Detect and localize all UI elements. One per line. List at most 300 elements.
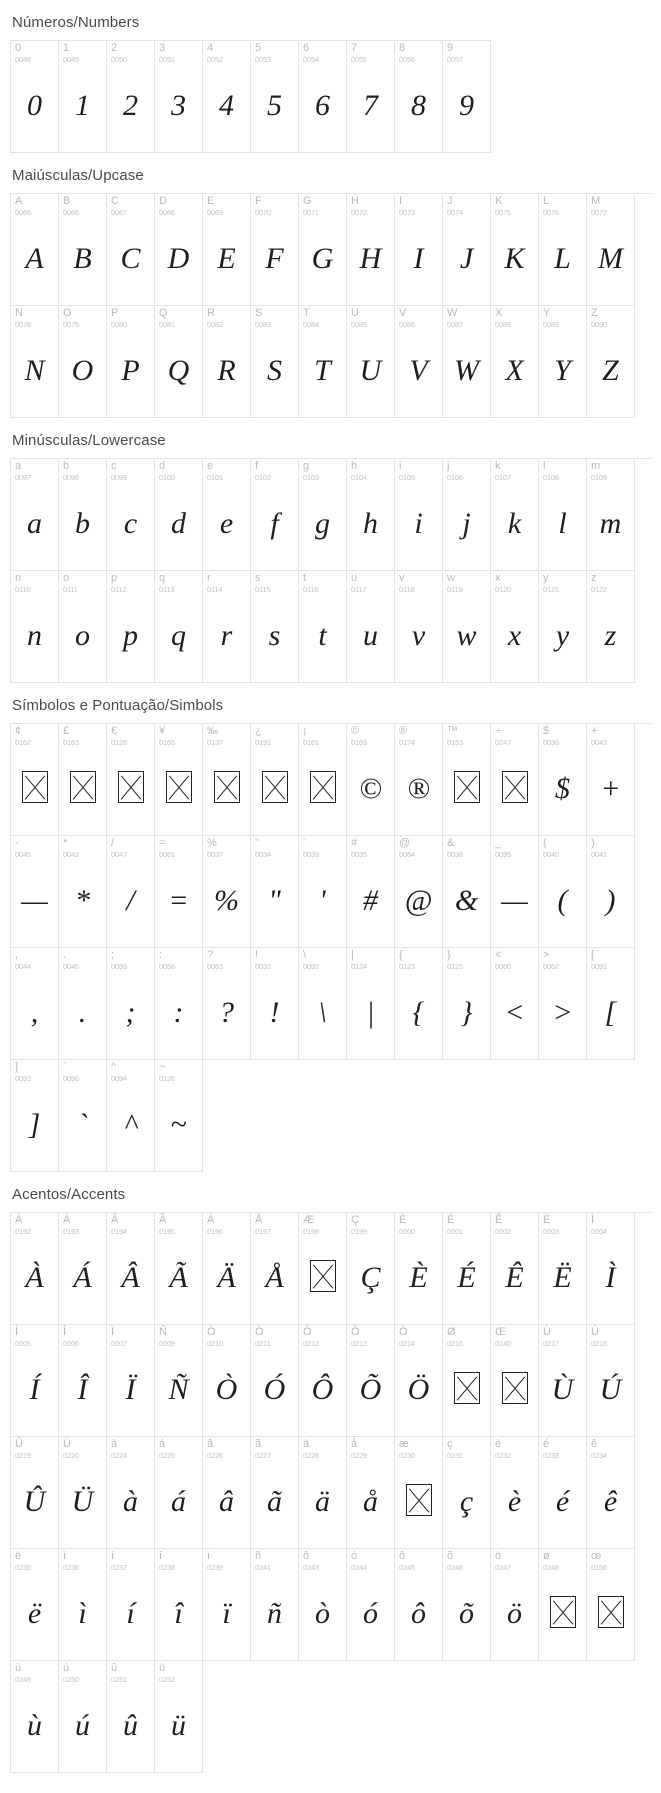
glyph-char-label: -	[15, 837, 19, 849]
glyph-cell[interactable]	[203, 41, 251, 153]
glyph-preview: Ç	[360, 1261, 381, 1294]
glyph-cell[interactable]	[107, 836, 155, 948]
glyph-cell-header	[107, 459, 154, 486]
glyph-cell[interactable]	[491, 459, 539, 571]
glyph-grid	[10, 193, 651, 418]
glyph-cell[interactable]	[395, 571, 443, 683]
glyph-cell[interactable]	[491, 571, 539, 683]
glyph-cell[interactable]	[587, 724, 635, 836]
glyph-cell[interactable]	[251, 459, 299, 571]
glyph-cell-header	[395, 571, 442, 598]
glyph-cell-header	[299, 724, 346, 751]
glyph-cell[interactable]	[491, 1213, 539, 1325]
glyph-cell[interactable]	[443, 1549, 491, 1661]
glyph-cell[interactable]	[347, 836, 395, 948]
glyph-cell[interactable]	[11, 1213, 59, 1325]
glyph-cell[interactable]	[299, 459, 347, 571]
glyph-preview: ^	[124, 1108, 137, 1141]
glyph-cell[interactable]	[59, 1549, 107, 1661]
glyph-code-label: 0047	[111, 850, 127, 859]
glyph-cell[interactable]	[203, 836, 251, 948]
glyph-cell[interactable]	[299, 1325, 347, 1437]
glyph-cell[interactable]	[251, 306, 299, 418]
glyph-code-label: 0233	[543, 1451, 559, 1460]
glyph-preview	[251, 751, 298, 835]
glyph-cell-header	[443, 836, 490, 863]
glyph-cell[interactable]	[203, 948, 251, 1060]
glyph-cell[interactable]	[107, 724, 155, 836]
glyph-preview: ç	[459, 1485, 474, 1518]
glyph-cell[interactable]	[251, 1437, 299, 1549]
glyph-cell[interactable]	[107, 1549, 155, 1661]
glyph-cell[interactable]	[539, 1549, 587, 1661]
glyph-cell[interactable]	[107, 1437, 155, 1549]
glyph-cell-header	[155, 306, 202, 333]
glyph-char-label: C	[111, 195, 119, 207]
glyph-cell[interactable]	[347, 1213, 395, 1325]
glyph-cell[interactable]	[299, 571, 347, 683]
glyph-cell[interactable]	[299, 948, 347, 1060]
glyph-cell[interactable]	[491, 1549, 539, 1661]
glyph-cell[interactable]	[443, 1325, 491, 1437]
glyph-preview: B	[73, 242, 92, 275]
glyph-preview: Ù	[551, 1373, 574, 1406]
glyph-cell[interactable]	[107, 1325, 155, 1437]
glyph-char-label: j	[447, 460, 450, 472]
glyph-preview: r	[220, 619, 233, 652]
glyph-cell[interactable]	[491, 194, 539, 306]
glyph-cell[interactable]	[251, 1213, 299, 1325]
glyph-cell[interactable]	[155, 1437, 203, 1549]
glyph-code-label: 0174	[399, 738, 415, 747]
glyph-char-label: Û	[15, 1438, 23, 1450]
glyph-cell[interactable]	[107, 306, 155, 418]
glyph-code-label: 0049	[63, 55, 79, 64]
glyph-cell[interactable]	[203, 724, 251, 836]
glyph-cell[interactable]	[155, 194, 203, 306]
glyph-cell[interactable]	[11, 306, 59, 418]
glyph-cell[interactable]	[587, 948, 635, 1060]
glyph-preview: x	[507, 619, 522, 652]
glyph-code-label: 0124	[351, 962, 367, 971]
glyph-cell[interactable]	[251, 948, 299, 1060]
missing-glyph-icon	[454, 771, 480, 803]
glyph-cell[interactable]	[587, 306, 635, 418]
glyph-cell[interactable]	[395, 459, 443, 571]
glyph-cell[interactable]	[155, 459, 203, 571]
glyph-cell[interactable]	[59, 1661, 107, 1773]
glyph-cell[interactable]	[203, 194, 251, 306]
glyph-char-label: t	[303, 572, 307, 584]
glyph-cell[interactable]	[155, 1549, 203, 1661]
glyph-preview: 7	[363, 89, 378, 122]
glyph-cell[interactable]	[539, 1325, 587, 1437]
glyph-cell[interactable]	[299, 194, 347, 306]
glyph-cell[interactable]	[299, 1549, 347, 1661]
glyph-code-label: 0046	[63, 962, 79, 971]
glyph-cell[interactable]	[107, 571, 155, 683]
glyph-code-label: 0051	[159, 55, 175, 64]
glyph-cell-header	[539, 948, 586, 975]
glyph-cell[interactable]	[587, 571, 635, 683]
glyph-code-label: 0116	[303, 585, 319, 594]
glyph-cell-header	[491, 306, 538, 333]
glyph-char-label: Ä	[207, 1214, 215, 1226]
glyph-code-label: 0069	[207, 208, 223, 217]
glyph-cell[interactable]	[107, 1661, 155, 1773]
section-title: Maiúsculas/Upcase	[12, 167, 144, 184]
glyph-cell[interactable]	[203, 571, 251, 683]
glyph-cell[interactable]	[155, 1060, 203, 1172]
glyph-cell[interactable]	[347, 41, 395, 153]
glyph-code-label: 0214	[399, 1339, 415, 1348]
glyph-preview: g	[315, 507, 330, 540]
glyph-cell[interactable]	[443, 41, 491, 153]
glyph-code-label: 0225	[159, 1451, 175, 1460]
glyph-code-label: 0169	[351, 738, 367, 747]
glyph-preview: n	[27, 619, 42, 652]
glyph-cell-header	[155, 724, 202, 751]
glyph-char-label: ê	[591, 1438, 598, 1450]
glyph-cell[interactable]	[395, 41, 443, 153]
glyph-cell[interactable]	[107, 459, 155, 571]
glyph-code-label: 0067	[111, 208, 127, 217]
glyph-cell[interactable]	[59, 459, 107, 571]
glyph-cell[interactable]	[395, 1325, 443, 1437]
glyph-cell-header	[59, 1661, 106, 1688]
glyph-cell[interactable]	[491, 1437, 539, 1549]
glyph-cell[interactable]	[395, 306, 443, 418]
glyph-cell[interactable]	[491, 836, 539, 948]
glyph-cell-header	[299, 459, 346, 486]
glyph-cell[interactable]	[251, 1549, 299, 1661]
glyph-cell[interactable]	[443, 1437, 491, 1549]
glyph-code-label: 0125	[447, 962, 463, 971]
glyph-cell[interactable]	[203, 459, 251, 571]
glyph-cell[interactable]	[155, 836, 203, 948]
glyph-cell[interactable]	[107, 194, 155, 306]
glyph-code-label: 0099	[111, 473, 127, 482]
glyph-cell-header	[347, 1437, 394, 1464]
glyph-cell[interactable]	[155, 1661, 203, 1773]
glyph-cell[interactable]	[587, 459, 635, 571]
glyph-cell[interactable]	[299, 41, 347, 153]
glyph-cell[interactable]	[491, 948, 539, 1060]
glyph-cell[interactable]	[251, 1325, 299, 1437]
glyph-char-label: N	[15, 307, 23, 319]
glyph-cell[interactable]	[11, 1060, 59, 1172]
glyph-cell-header	[443, 948, 490, 975]
glyph-preview: \	[318, 996, 327, 1029]
glyph-cell[interactable]	[203, 306, 251, 418]
glyph-preview: 2	[123, 89, 138, 122]
glyph-cell[interactable]	[299, 1213, 347, 1325]
glyph-cell[interactable]	[299, 724, 347, 836]
glyph-cell[interactable]	[539, 459, 587, 571]
glyph-char-label: f	[255, 460, 259, 472]
glyph-cell[interactable]	[107, 1213, 155, 1325]
glyph-cell[interactable]	[587, 836, 635, 948]
missing-glyph-icon	[502, 771, 528, 803]
glyph-cell[interactable]	[299, 306, 347, 418]
glyph-cell[interactable]	[11, 1325, 59, 1437]
glyph-cell[interactable]	[11, 459, 59, 571]
glyph-cell[interactable]	[347, 459, 395, 571]
glyph-cell[interactable]	[539, 724, 587, 836]
glyph-code-label: 0241	[255, 1563, 271, 1572]
glyph-preview: =	[168, 884, 189, 917]
glyph-code-label: 0052	[207, 55, 223, 64]
glyph-char-label: ^	[111, 1061, 117, 1073]
glyph-cell[interactable]	[443, 948, 491, 1060]
glyph-preview: y	[555, 619, 570, 652]
glyph-char-label: M	[591, 195, 601, 207]
glyph-cell[interactable]	[11, 1549, 59, 1661]
glyph-cell[interactable]	[155, 724, 203, 836]
glyph-cell[interactable]	[299, 1437, 347, 1549]
glyph-preview: ê	[603, 1485, 618, 1518]
glyph-cell[interactable]	[251, 571, 299, 683]
glyph-cell[interactable]	[203, 1213, 251, 1325]
glyph-cell[interactable]	[59, 948, 107, 1060]
glyph-code-label: 0110	[15, 585, 31, 594]
glyph-cell[interactable]	[59, 41, 107, 153]
glyph-cell-header	[443, 1549, 490, 1576]
glyph-cell[interactable]	[11, 948, 59, 1060]
glyph-cell-header	[59, 724, 106, 751]
glyph-cell[interactable]	[107, 41, 155, 153]
glyph-cell[interactable]	[251, 836, 299, 948]
glyph-cell-header	[251, 948, 298, 975]
glyph-code-label: 0120	[495, 585, 511, 594]
glyph-cell[interactable]	[443, 571, 491, 683]
glyph-code-label: 0039	[303, 850, 319, 859]
glyph-preview: ö	[507, 1597, 522, 1630]
glyph-cell[interactable]	[443, 724, 491, 836]
glyph-cell[interactable]	[107, 1060, 155, 1172]
glyph-char-label: 8	[399, 42, 406, 54]
glyph-cell-header	[11, 1437, 58, 1464]
glyph-cell[interactable]	[347, 1549, 395, 1661]
glyph-cell[interactable]	[587, 1437, 635, 1549]
glyph-cell[interactable]	[347, 1325, 395, 1437]
glyph-cell[interactable]	[59, 194, 107, 306]
glyph-cell-header	[491, 194, 538, 221]
glyph-cell-header	[251, 1213, 298, 1240]
glyph-cell[interactable]	[11, 1437, 59, 1549]
glyph-cell[interactable]	[539, 571, 587, 683]
glyph-cell[interactable]	[395, 724, 443, 836]
glyph-cell[interactable]	[443, 194, 491, 306]
glyph-cell[interactable]	[11, 41, 59, 153]
glyph-cell-header	[539, 724, 586, 751]
glyph-cell[interactable]	[251, 194, 299, 306]
glyph-char-label: ã	[255, 1438, 262, 1450]
glyph-code-label: 0126	[159, 1074, 175, 1083]
glyph-char-label: :	[159, 949, 163, 961]
glyph-cell[interactable]	[539, 948, 587, 1060]
glyph-preview: Ñ	[168, 1373, 189, 1406]
glyph-cell[interactable]	[11, 1661, 59, 1773]
glyph-cell-header	[347, 836, 394, 863]
glyph-cell-header	[11, 1213, 58, 1240]
glyph-char-label: 9	[447, 42, 454, 54]
glyph-preview: O	[71, 354, 94, 387]
glyph-cell[interactable]	[59, 571, 107, 683]
glyph-cell[interactable]	[59, 1060, 107, 1172]
glyph-char-label: q	[159, 572, 166, 584]
glyph-char-label: e	[207, 460, 214, 472]
glyph-cell[interactable]	[443, 459, 491, 571]
glyph-cell[interactable]	[587, 194, 635, 306]
glyph-cell[interactable]	[395, 836, 443, 948]
glyph-preview: P	[121, 354, 140, 387]
glyph-code-label: 0245	[399, 1563, 415, 1572]
glyph-cell[interactable]	[11, 724, 59, 836]
glyph-cell[interactable]	[11, 194, 59, 306]
glyph-cell[interactable]	[59, 1437, 107, 1549]
glyph-preview: )	[605, 884, 616, 917]
glyph-preview	[59, 751, 106, 835]
glyph-cell[interactable]	[107, 948, 155, 1060]
glyph-cell-header	[491, 724, 538, 751]
glyph-cell-header	[539, 1325, 586, 1352]
glyph-code-label: 0100	[159, 473, 175, 482]
glyph-char-label: ø	[543, 1550, 550, 1562]
glyph-char-label: `	[63, 1061, 67, 1073]
glyph-preview: ;	[125, 996, 136, 1029]
glyph-cell[interactable]	[59, 1213, 107, 1325]
glyph-char-label: æ	[399, 1438, 409, 1450]
glyph-code-label: 0235	[15, 1563, 31, 1572]
glyph-cell[interactable]	[347, 194, 395, 306]
glyph-cell[interactable]	[203, 1549, 251, 1661]
glyph-cell[interactable]	[11, 836, 59, 948]
glyph-cell[interactable]	[395, 1213, 443, 1325]
glyph-cell[interactable]	[59, 1325, 107, 1437]
glyph-preview: Ô	[311, 1373, 334, 1406]
glyph-cell[interactable]	[11, 571, 59, 683]
glyph-preview: F	[265, 242, 284, 275]
glyph-code-label: 0105	[399, 473, 415, 482]
glyph-preview: 9	[459, 89, 474, 122]
glyph-cell[interactable]	[491, 1325, 539, 1437]
glyph-code-label: 0156	[591, 1563, 607, 1572]
glyph-char-label: B	[63, 195, 71, 207]
glyph-preview: Ë	[553, 1261, 572, 1294]
glyph-cell[interactable]	[587, 1325, 635, 1437]
glyph-code-label: 0115	[255, 585, 271, 594]
glyph-char-label: Í	[15, 1326, 19, 1338]
glyph-char-label: Ø	[447, 1326, 456, 1338]
glyph-char-label: V	[399, 307, 407, 319]
glyph-cell[interactable]	[347, 306, 395, 418]
glyph-preview: Å	[265, 1261, 284, 1294]
glyph-preview: z	[604, 619, 617, 652]
glyph-cell[interactable]	[155, 306, 203, 418]
glyph-cell[interactable]	[59, 724, 107, 836]
glyph-code-label: 0248	[543, 1563, 559, 1572]
glyph-cell[interactable]	[155, 1325, 203, 1437]
glyph-char-label: |	[351, 949, 354, 961]
glyph-cell[interactable]	[155, 41, 203, 153]
glyph-preview: à	[123, 1485, 138, 1518]
glyph-char-label: (	[543, 837, 547, 849]
glyph-cell-header	[491, 836, 538, 863]
glyph-char-label: ó	[351, 1550, 358, 1562]
glyph-cell[interactable]	[155, 948, 203, 1060]
glyph-cell[interactable]	[395, 1549, 443, 1661]
glyph-cell-header	[155, 571, 202, 598]
glyph-cell[interactable]	[491, 306, 539, 418]
glyph-preview: (	[557, 884, 568, 917]
glyph-code-label: 0165	[159, 738, 175, 747]
glyph-cell[interactable]	[491, 724, 539, 836]
glyph-cell-header	[299, 1437, 346, 1464]
glyph-cell[interactable]	[155, 571, 203, 683]
glyph-cell-header	[395, 1437, 442, 1464]
glyph-cell[interactable]	[539, 1437, 587, 1549]
glyph-char-label: ¥	[159, 725, 166, 737]
glyph-preview: e	[219, 507, 234, 540]
glyph-cell[interactable]	[443, 306, 491, 418]
glyph-char-label: a	[15, 460, 22, 472]
glyph-cell[interactable]	[251, 724, 299, 836]
glyph-cell[interactable]	[203, 1325, 251, 1437]
glyph-cell[interactable]	[347, 948, 395, 1060]
glyph-cell[interactable]	[395, 948, 443, 1060]
glyph-cell[interactable]	[347, 1437, 395, 1549]
glyph-char-label: #	[351, 837, 358, 849]
glyph-cell[interactable]	[59, 306, 107, 418]
glyph-preview: v	[411, 619, 426, 652]
glyph-code-label: 0243	[303, 1563, 319, 1572]
glyph-cell[interactable]	[299, 836, 347, 948]
glyph-cell[interactable]	[203, 1437, 251, 1549]
glyph-char-label: Ñ	[159, 1326, 167, 1338]
glyph-cell[interactable]	[443, 1213, 491, 1325]
glyph-cell[interactable]	[347, 571, 395, 683]
glyph-code-label: 0037	[207, 850, 223, 859]
glyph-cell-header	[443, 41, 490, 68]
glyph-cell[interactable]	[539, 306, 587, 418]
glyph-cell[interactable]	[155, 1213, 203, 1325]
glyph-cell[interactable]	[587, 1549, 635, 1661]
glyph-cell[interactable]	[251, 41, 299, 153]
glyph-cell[interactable]	[539, 836, 587, 948]
glyph-cell[interactable]	[347, 724, 395, 836]
glyph-preview: U	[359, 354, 382, 387]
glyph-char-label: r	[207, 572, 211, 584]
glyph-cell[interactable]	[443, 836, 491, 948]
glyph-char-label: ©	[351, 725, 360, 737]
glyph-preview: E	[217, 242, 236, 275]
glyph-char-label: Ç	[351, 1214, 359, 1226]
glyph-cell[interactable]	[59, 836, 107, 948]
glyph-cell[interactable]	[539, 1213, 587, 1325]
glyph-cell[interactable]	[395, 1437, 443, 1549]
glyph-char-label: Ì	[591, 1214, 595, 1226]
glyph-cell-header	[587, 1213, 634, 1240]
glyph-code-label: 0247	[495, 738, 511, 747]
glyph-cell[interactable]	[395, 194, 443, 306]
glyph-cell[interactable]	[587, 1213, 635, 1325]
glyph-cell-header	[155, 459, 202, 486]
glyph-char-label: z	[591, 572, 597, 584]
glyph-cell[interactable]	[539, 194, 587, 306]
glyph-cell-header	[587, 459, 634, 486]
glyph-code-label: 0231	[447, 1451, 463, 1460]
